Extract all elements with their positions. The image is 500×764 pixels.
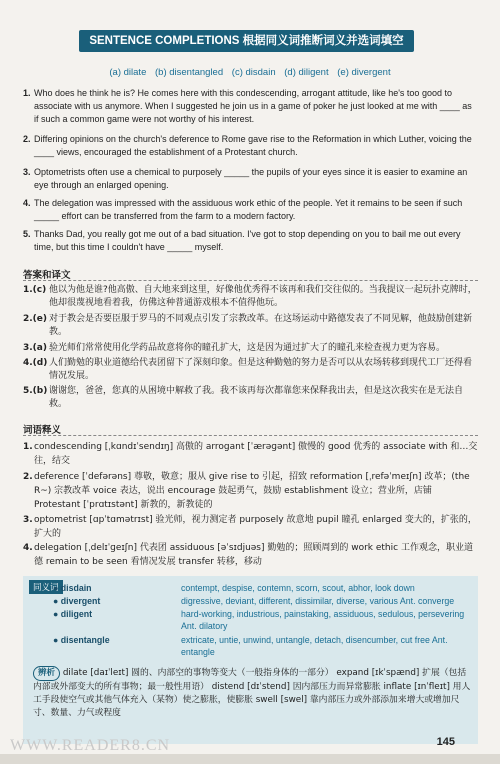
answer-2 (23, 313, 478, 341)
answers-heading: 答案和译文 (23, 270, 71, 281)
synonym-row (53, 582, 473, 594)
vocab-number: 2. (23, 472, 33, 482)
synonyms-box (23, 576, 478, 744)
answer-key: 1.(c) (23, 285, 47, 295)
synonym-row (53, 608, 473, 632)
answer-translation: 他以为他是谁?他高傲、自大地来到这里，好像他优秀得不该再和我们交往似的。当我提议一起玩扑克牌时，他却很蔑视地看着我，仿佛这种普通游戏根本不值得他玩。 (49, 285, 477, 308)
question-text: Optometrists often use a chemical to purposely _____ the pupils of your eyes since it is easier to examine an eye through an enlarged opening. (34, 167, 468, 190)
vocab-number: 4. (23, 543, 33, 553)
question-text: Thanks Dad, you really got me out of a bad situation. I've got to stop depending on you to bail me out every time, but this time I couldn't have _____ myself. (34, 229, 461, 252)
question-5 (23, 228, 478, 256)
vocab-number: 3. (23, 515, 33, 525)
synonym-list: digressive, deviant, different, dissimilar, diverse, various Ant. converge (181, 596, 455, 606)
divider (23, 280, 478, 281)
question-1 (23, 87, 478, 127)
answer-key: 4.(d) (23, 358, 48, 368)
vocab-3 (23, 513, 478, 541)
answer-key: 3.(a) (23, 343, 47, 353)
vocab-1 (23, 440, 478, 468)
question-number: 4. (23, 198, 31, 208)
vocab-text: condescending [ˌkɑndɪˈsendɪŋ] 高傲的 arrogant [ˈærəɡənt] 傲慢的 good 优秀的 associate with 和…交往，结交 (34, 442, 478, 466)
vocab-text: delegation [ˌdelɪˈɡeɪʃn] 代表团 assiduous [əˈsɪdjuəs] 勤勉的；照顾周到的 work ethic 工作观念，职业道德 remain to be seen 看情况发展 transfer 转移，移动 (34, 543, 473, 567)
answer-translation: 验光师们常常使用化学药品故意将你的瞳孔扩大，这是因为通过扩大了的瞳孔来检查视力更为容易。 (49, 343, 446, 353)
question-text: Who does he think he is? He comes here with this condescending, arrogant attitude, like he's too good to associate with us anymore. When I suggested he join us in a game of poker he just looked at me with ____ as if such a common game were not worthy of his interest. (34, 88, 472, 124)
usage-note-tag: 辨析 (33, 666, 60, 681)
choice-a: (a) dilate (109, 67, 147, 78)
answer-choices (0, 67, 500, 78)
answer-5 (23, 385, 478, 413)
synonym-list: extricate, untie, unwind, untangle, detach, disencumber, cut free Ant. entangle (181, 635, 448, 657)
question-2 (23, 133, 478, 161)
synonym-row (53, 634, 473, 658)
question-number: 3. (23, 167, 31, 177)
synonyms-tag: 同义词 (29, 580, 63, 594)
page-number: 145 (436, 736, 455, 748)
question-text: The delegation was impressed with the assiduous work ethic of the people. Yet it remains to be seen if such _____ effort can be transferred from the farm to a modern factory. (34, 198, 463, 221)
synonym-headword: ● diligent (53, 609, 93, 619)
vocab-4 (23, 541, 478, 569)
vocab-text: deference [ˈdefərəns] 尊敬，敬意；服从 give rise to 引起，招致 reformation [ˌrefəˈmeɪʃn] 改革；(the R~) 宗教改革 voice 表达，说出 encourage 鼓起勇气，鼓励 establishment 设立；营业所，店铺 Protestant [ˈprɑtɪstənt] 新教的，新教徒的 (34, 472, 470, 510)
usage-note (33, 666, 471, 720)
answer-translation: 谢谢您，爸爸，您真的从困境中解救了我。我不该再每次都靠您来保释我出去，但是这次我实在是无法自救。 (49, 386, 464, 409)
question-number: 1. (23, 88, 31, 98)
synonym-headword: ● disdain (53, 583, 92, 593)
answer-translation: 对于教会是否要臣服于罗马的不同观点引发了宗教改革。在这场运动中路德发表了不同见解，他鼓励创建新教。 (49, 314, 473, 337)
synonym-row (53, 595, 473, 607)
synonym-headword: ● divergent (53, 596, 101, 606)
answer-3 (23, 342, 478, 356)
question-number: 2. (23, 134, 31, 144)
vocab-number: 1. (23, 442, 33, 452)
usage-note-text: dilate [daɪˈleɪt] 圆的、内部空的事物等变大（一般指身体的一部分） expand [ɪkˈspænd] 扩展（包括内部或外部变大的所有事物；最一般性用语） distend [dɪˈstend] 因内部压力而异常膨胀 inflate [ɪnˈfleɪt] 用人工手段使空气或其他气体充入（某物）使之膨胀，使膨胀 swell [swel] 靠内部压力或外部添加来增大或增加尺寸、数量、力气或程度 (33, 668, 471, 718)
vocab-2 (23, 470, 478, 512)
watermark: WWW.READER8.CN (10, 737, 171, 754)
divider (23, 435, 478, 436)
choice-e: (e) divergent (337, 67, 391, 78)
question-4 (23, 197, 478, 225)
vocab-heading: 词语释义 (23, 425, 62, 436)
question-number: 5. (23, 229, 31, 239)
answer-1 (23, 284, 478, 312)
page-edge (0, 754, 500, 764)
answer-key: 5.(b) (23, 386, 48, 396)
question-3 (23, 166, 478, 194)
answer-translation: 人们勤勉的职业道德给代表团留下了深刻印象。但是这种勤勉的努力是否可以从农场转移到现代工厂还得看情况发展。 (49, 358, 473, 381)
synonym-headword: ● disentangle (53, 635, 110, 645)
section-title: SENTENCE COMPLETIONS 根据同义词推断词义并选词填空 (79, 30, 414, 52)
choice-b: (b) disentangled (155, 67, 224, 78)
vocab-text: optometrist [ɑpˈtɑmətrɪst] 验光师，视力测定者 purposely 故意地 pupil 瞳孔 enlarged 变大的，扩张的，扩大的 (34, 515, 477, 539)
answer-key: 2.(e) (23, 314, 48, 324)
synonym-list: hard-working, industrious, painstaking, assiduous, sedulous, persevering Ant. dilatory (181, 609, 465, 631)
choice-c: (c) disdain (231, 67, 276, 78)
question-text: Differing opinions on the church's deference to Rome gave rise to the Reformation in which Luther, voicing the ____ views, encouraged the establishment of a Protestant church. (34, 134, 472, 157)
answer-4 (23, 357, 478, 385)
choice-d: (d) diligent (284, 67, 329, 78)
synonym-list: contempt, despise, contemn, scorn, scout, abhor, look down (181, 583, 415, 593)
